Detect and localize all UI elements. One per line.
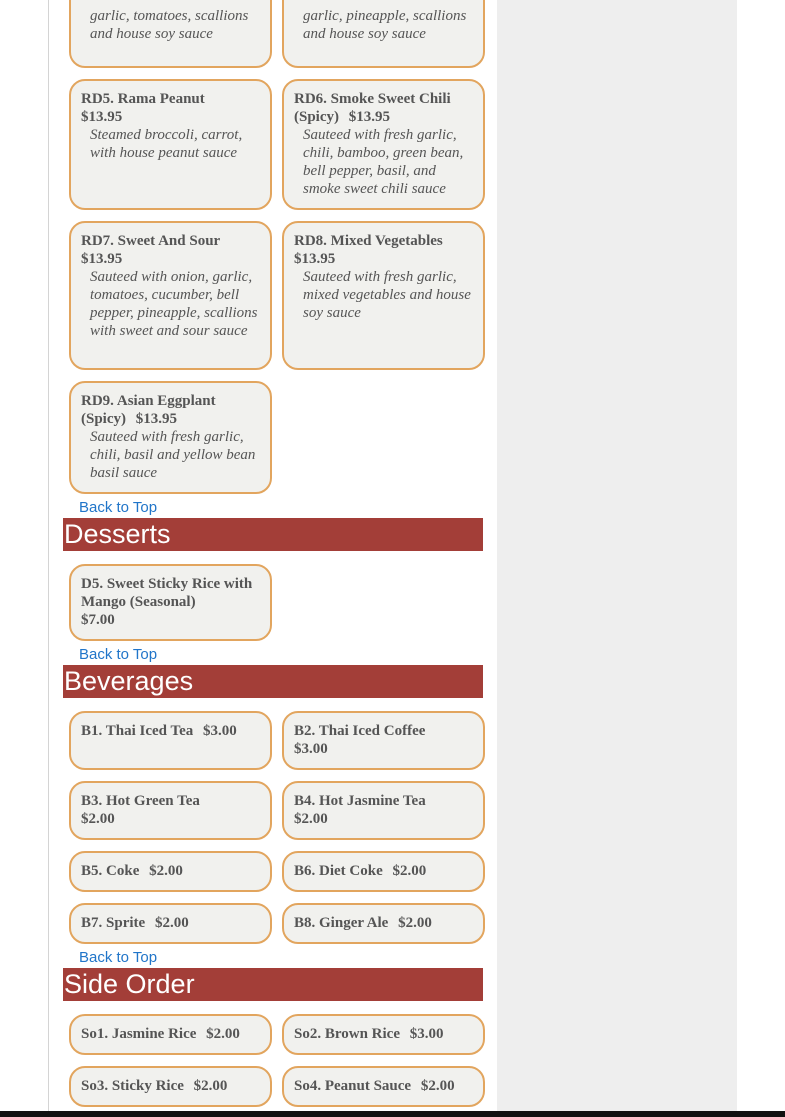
item-price: $2.00 [193,1078,228,1094]
menu-item-card [282,0,485,68]
item-name: Coke [106,863,140,879]
item-code: B5. [81,863,103,879]
item-description: Sauteed with fresh garlic, chili, basil and yellow bean basil sauce [90,429,256,481]
menu-item-card [69,1066,272,1107]
item-price: $2.00 [149,863,183,879]
item-price: $13.95 [135,411,177,427]
item-code: D5. [81,576,104,592]
item-price: $7.00 [81,612,115,628]
item-title [294,914,475,932]
back-to-top-link[interactable]: Back to Top [79,499,158,516]
menu-item-card [69,781,272,840]
item-title [294,862,475,880]
item-name: Sweet Sticky Rice with Mango (Seasonal) [81,576,253,610]
item-code: So4. [294,1078,322,1094]
item-price: $3.00 [294,741,328,757]
item-code: B8. [294,915,316,931]
section-header-side-order: Side Order [63,968,483,1001]
item-price: $3.00 [203,723,237,739]
item-name: Diet Coke [319,863,383,879]
item-code: RD5. [81,91,114,107]
item-name: Brown Rice [324,1026,400,1042]
item-code: So3. [81,1078,109,1094]
item-code: B1. [81,723,103,739]
item-title [81,575,262,629]
menu-item-card [282,1014,485,1055]
item-title [81,1077,262,1095]
item-name: Thai Iced Coffee [318,723,426,739]
item-name: Smoke Sweet Chili (Spicy) [294,91,451,125]
item-name: Sweet And Sour [117,233,221,249]
menu-item-card [69,221,272,370]
item-title [81,392,262,428]
menu-item-card [282,851,485,892]
item-code: B7. [81,915,103,931]
menu-item-card [282,711,485,770]
menu-item-card [69,564,272,641]
item-name: Mixed Vegetables [330,233,443,249]
item-name: Sticky Rice [111,1078,184,1094]
item-title [294,232,475,268]
menu-item-card [282,79,485,210]
item-title [81,862,262,880]
item-title [294,792,475,828]
item-name: Rama Peanut [117,91,205,107]
menu-item-card [69,711,272,770]
item-description: garlic, tomatoes, scallions and house soy sauce [90,8,249,42]
sidebar-panel [497,0,737,1117]
menu-item-card [69,903,272,944]
menu-item-card [69,851,272,892]
item-description: Steamed broccoli, carrot, with house peanut sauce [90,127,243,161]
item-name: Peanut Sauce [324,1078,412,1094]
section-header-beverages: Beverages [63,665,483,698]
item-price: $2.00 [81,811,115,827]
item-price: $2.00 [154,915,189,931]
item-name: Ginger Ale [319,915,389,931]
item-title [81,792,262,828]
item-code: RD6. [294,91,327,107]
item-title [294,722,475,758]
page-frame [48,0,737,1117]
item-price: $13.95 [294,251,336,267]
item-code: RD7. [81,233,114,249]
item-price: $2.00 [392,863,427,879]
item-description: garlic, pineapple, scallions and house soy sauce [303,8,467,42]
section-header-desserts: Desserts [63,518,483,551]
item-code: RD8. [294,233,327,249]
item-name: Hot Jasmine Tea [319,793,426,809]
item-code: B4. [294,793,316,809]
bottom-bar [0,1111,785,1117]
item-description: Sauteed with fresh garlic, chili, bamboo, green bean, bell pepper, basil, and smoke sweet chili sauce [303,127,464,197]
item-price: $13.95 [81,109,123,125]
item-price: $2.00 [206,1026,240,1042]
item-title [294,1025,475,1043]
menu-item-card [282,1066,485,1107]
menu-item-card [282,221,485,370]
item-code: B6. [294,863,316,879]
item-name: Hot Green Tea [106,793,200,809]
item-title [81,1025,262,1043]
item-title [81,722,262,740]
item-code: B2. [294,723,316,739]
item-code: So1. [81,1026,109,1042]
menu-item-card [69,79,272,210]
menu-item-card [69,1014,272,1055]
item-code: RD9. [81,393,114,409]
menu-content [48,0,498,1117]
back-to-top-link[interactable]: Back to Top [79,646,158,663]
item-code: So2. [294,1026,322,1042]
menu-item-card [69,0,272,68]
item-description: Sauteed with onion, garlic, tomatoes, cucumber, bell pepper, pineapple, scallions with sweet and sour sauce [90,269,258,339]
item-description: Sauteed with fresh garlic, mixed vegetables and house soy sauce [303,269,471,321]
item-title [294,90,475,126]
item-price: $2.00 [420,1078,455,1094]
menu-item-card [282,903,485,944]
item-price: $2.00 [398,915,432,931]
item-price: $2.00 [294,811,328,827]
item-price: $3.00 [409,1026,444,1042]
item-price: $13.95 [81,251,123,267]
item-title [294,1077,475,1095]
back-to-top-link[interactable]: Back to Top [79,949,158,966]
item-title [81,90,262,126]
item-name: Asian Eggplant (Spicy) [81,393,216,427]
item-code: B3. [81,793,103,809]
item-title [81,914,262,932]
item-title [81,232,262,268]
menu-item-card [69,381,272,494]
item-name: Thai Iced Tea [105,723,194,739]
item-name: Sprite [106,915,146,931]
item-price: $13.95 [348,109,390,125]
item-name: Jasmine Rice [111,1026,197,1042]
menu-item-card [282,781,485,840]
